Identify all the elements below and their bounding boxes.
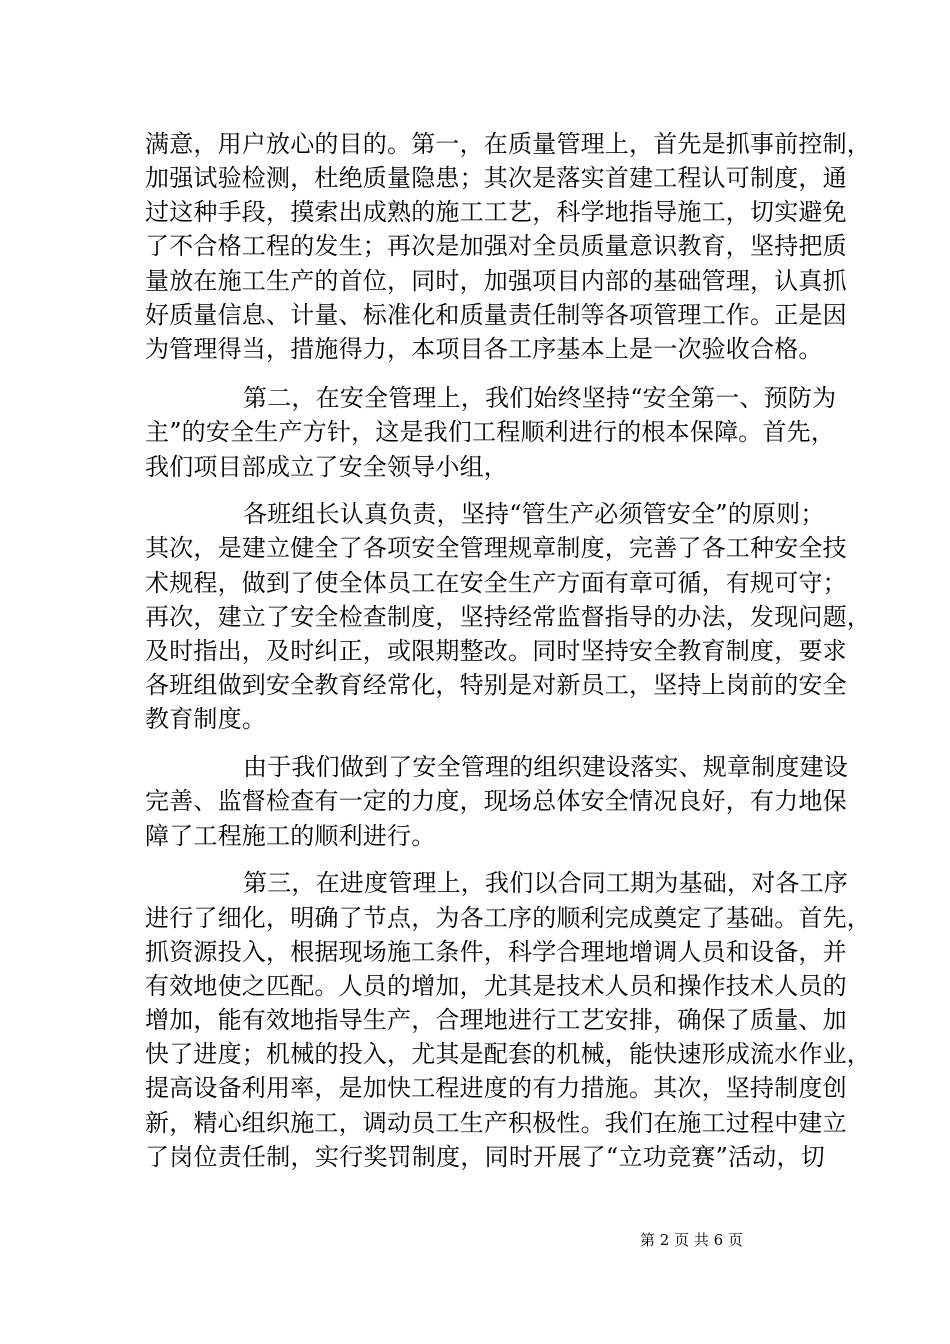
paragraph-first-line: 第三，在进度管理上，我们以合同工期为基础，对各工序 bbox=[243, 869, 848, 897]
text-line: 过这种手段，摸索出成熟的施工工艺，科学地指导施工，切实避免 bbox=[145, 198, 847, 226]
text-line: 教育制度。 bbox=[145, 705, 266, 733]
text-line: 再次，建立了安全检查制度，坚持经常监督指导的办法，发现问题， bbox=[145, 603, 871, 631]
text-line: 加强试验检测，杜绝质量隐患；其次是落实首建工程认可制度，通 bbox=[145, 164, 847, 192]
text-line: 进行了细化，明确了节点，为各工序的顺利完成奠定了基础。首先， bbox=[145, 904, 871, 932]
text-line: 及时指出，及时纠正，或限期整改。同时坚持安全教育制度，要求 bbox=[145, 637, 847, 665]
paragraph-first-line: 由于我们做到了安全管理的组织建设落实、规章制度建设 bbox=[243, 753, 848, 781]
text-line: 有效地使之匹配。人员的增加，尤其是技术人员和操作技术人员的 bbox=[145, 972, 847, 1000]
text-line: 新，精心组织施工，调动员工生产积极性。我们在施工过程中建立 bbox=[145, 1109, 847, 1137]
text-line: 了岗位责任制，实行奖罚制度，同时开展了“立功竞赛”活动，切 bbox=[145, 1143, 825, 1171]
page-footer: 第 2 页 共 6 页 bbox=[640, 1231, 743, 1249]
text-line: 量放在施工生产的首位，同时，加强项目内部的基础管理，认真抓 bbox=[145, 267, 847, 295]
text-line: 障了工程施工的顺利进行。 bbox=[145, 822, 436, 850]
text-line: 增加，能有效地指导生产，合理地进行工艺安排，确保了质量、加 bbox=[145, 1006, 847, 1034]
text-line: 各班组做到安全教育经常化，特别是对新员工，坚持上岗前的安全 bbox=[145, 671, 847, 699]
text-line: 为管理得当，措施得力，本项目各工序基本上是一次验收合格。 bbox=[145, 335, 823, 363]
text-line: 好质量信息、计量、标准化和质量责任制等各项管理工作。正是因 bbox=[145, 301, 847, 329]
text-line: 主”的安全生产方针，这是我们工程顺利进行的根本保障。首先， bbox=[145, 418, 836, 446]
text-line: 满意，用户放心的目的。第一，在质量管理上，首先是抓事前控制， bbox=[145, 130, 871, 158]
text-line: 其次，是建立健全了各项安全管理规章制度，完善了各工种安全技 bbox=[145, 534, 847, 562]
text-line: 完善、监督检查有一定的力度，现场总体安全情况良好，有力地保 bbox=[145, 787, 847, 815]
text-line: 快了进度；机械的投入，尤其是配套的机械，能快速形成流水作业， bbox=[145, 1040, 871, 1068]
text-line: 提高设备利用率，是加快工程进度的有力措施。其次，坚持制度创 bbox=[145, 1074, 847, 1102]
text-line: 抓资源投入，根据现场施工条件，科学合理地增调人员和设备，并 bbox=[145, 938, 847, 966]
text-line: 术规程，做到了使全体员工在安全生产方面有章可循，有规可守； bbox=[145, 569, 847, 597]
text-line: 了不合格工程的发生；再次是加强对全员质量意识教育，坚持把质 bbox=[145, 232, 847, 260]
paragraph-first-line: 第二，在安全管理上，我们始终坚持“安全第一、预防为 bbox=[243, 384, 837, 412]
text-line: 我们项目部成立了安全领导小组， bbox=[145, 453, 508, 481]
paragraph-first-line: 各班组长认真负责，坚持“管生产必须管安全”的原则； bbox=[243, 500, 825, 528]
